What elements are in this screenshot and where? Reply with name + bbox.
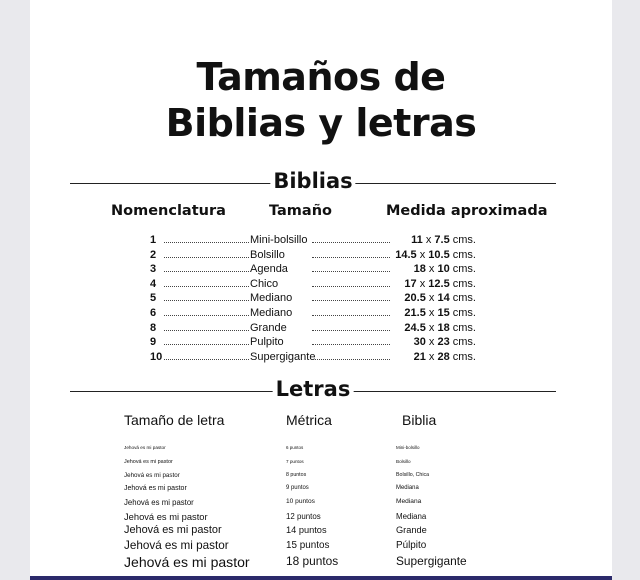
bible-row	[30, 233, 612, 247]
bible-row	[30, 335, 612, 349]
measure-height: 12.5	[428, 277, 450, 290]
bibles-section-label: Biblias	[270, 168, 355, 194]
letter-sample: Jehová es mi pastor	[124, 445, 166, 450]
dot-leader	[164, 344, 249, 345]
measure-width: 20.5	[404, 292, 426, 305]
measure-height: 7.5	[434, 234, 450, 246]
letter-sample: Jehová es mi pastor	[124, 553, 250, 570]
measure-height: 18	[437, 321, 450, 334]
measure-width: 17	[404, 277, 417, 290]
bible-measure	[394, 335, 476, 349]
bible-size-name: Mini-bolsillo	[250, 234, 308, 246]
dot-leader	[312, 242, 390, 243]
bible-measure	[394, 277, 476, 291]
letter-bible: Mediana	[396, 485, 419, 491]
bible-number: 6	[150, 307, 157, 319]
bible-row	[30, 291, 612, 305]
measure-width: 18	[413, 263, 426, 276]
bible-size-name: Bolsillo	[250, 248, 285, 261]
dot-leader	[312, 315, 390, 316]
letter-metric: 7 puntos	[286, 459, 304, 464]
dot-leader	[164, 315, 249, 316]
letter-metric: 6 puntos	[286, 445, 304, 450]
measure-times: x	[422, 234, 435, 246]
measure-width: 21.5	[404, 307, 426, 319]
measure-height: 23	[437, 336, 450, 349]
bible-size-name: Mediano	[250, 292, 293, 305]
letter-metric: 12 puntos	[286, 512, 321, 521]
measure-unit: cms.	[452, 248, 476, 261]
bible-number: 1	[150, 234, 157, 246]
measure-times: x	[425, 292, 438, 305]
dot-leader	[164, 242, 249, 243]
header-nomenclature: Nomenclatura	[111, 203, 226, 219]
bible-measure	[394, 321, 476, 335]
bible-measure	[394, 262, 476, 276]
bible-row	[30, 262, 612, 276]
letter-metric: 15 puntos	[286, 539, 330, 551]
measure-height: 15	[437, 307, 450, 319]
bible-row	[30, 248, 612, 262]
bible-measure	[394, 248, 476, 262]
bible-number: 3	[150, 263, 157, 276]
page-title	[30, 54, 612, 146]
measure-height: 10	[437, 263, 450, 276]
measure-times: x	[425, 350, 438, 363]
header-metric: Métrica	[286, 412, 332, 428]
measure-unit: cms.	[452, 321, 476, 334]
bible-number: 4	[150, 277, 157, 290]
footer-bar	[30, 576, 612, 580]
bible-row	[30, 277, 612, 291]
dot-leader	[312, 300, 390, 301]
dot-leader	[164, 300, 249, 301]
letter-bible: Supergigante	[396, 554, 467, 569]
dot-leader	[164, 257, 249, 258]
measure-width: 24.5	[404, 321, 426, 334]
dot-leader	[312, 330, 390, 331]
letter-bible: Mini-bolsillo	[396, 445, 420, 450]
measure-width: 21	[413, 350, 426, 363]
letter-bible: Mediana	[396, 498, 422, 505]
measure-times: x	[416, 248, 429, 261]
letter-sample: Jehová es mi pastor	[124, 472, 180, 479]
measure-height: 28	[437, 350, 450, 363]
title-line-1: Tamaños de	[196, 55, 446, 99]
measure-height: 14	[437, 292, 450, 305]
header-bible: Biblia	[402, 412, 437, 428]
measure-times: x	[416, 277, 429, 290]
measure-width: 11	[411, 234, 423, 246]
measure-width: 14.5	[395, 248, 417, 261]
bible-size-name: Grande	[250, 321, 287, 334]
measure-times: x	[425, 336, 438, 349]
measure-times: x	[425, 263, 438, 276]
dot-leader	[312, 359, 390, 360]
dot-leader	[164, 286, 249, 287]
letters-section-divider	[70, 377, 556, 401]
measure-width: 30	[413, 336, 426, 349]
bible-size-name: Pulpito	[250, 336, 284, 349]
letter-metric: 9 puntos	[286, 485, 309, 491]
bible-row	[30, 350, 612, 364]
bible-measure	[394, 233, 476, 247]
letter-sample: Jehová es mi pastor	[124, 524, 222, 537]
letter-metric: 18 puntos	[286, 554, 339, 569]
bible-number: 10	[150, 350, 163, 363]
bible-number: 2	[150, 248, 157, 261]
letter-bible: Púlpito	[396, 539, 427, 551]
letter-bible: Bolsillo, Chica	[396, 472, 430, 478]
measure-height: 10.5	[428, 248, 450, 261]
bible-size-name: Agenda	[250, 263, 288, 276]
header-measure: Medida aproximada	[386, 203, 548, 219]
dot-leader	[312, 271, 390, 272]
measure-times: x	[425, 321, 438, 334]
measure-unit: cms.	[452, 263, 476, 276]
measure-unit: cms.	[452, 277, 476, 290]
measure-unit: cms.	[452, 336, 476, 349]
bible-number: 9	[150, 336, 157, 349]
bible-measure	[394, 306, 476, 320]
dot-leader	[164, 359, 249, 360]
measure-unit: cms.	[452, 292, 476, 305]
document-page	[30, 0, 612, 580]
letter-sample: Jehová es mi pastor	[124, 485, 187, 492]
bible-measure	[394, 291, 476, 305]
measure-unit: cms.	[452, 307, 476, 319]
measure-unit: cms.	[452, 234, 476, 246]
letters-section-label: Letras	[273, 376, 354, 402]
dot-leader	[312, 344, 390, 345]
dot-leader	[164, 330, 249, 331]
bible-number: 5	[150, 292, 157, 305]
bible-size-name: Supergigante	[250, 350, 316, 363]
letter-bible: Grande	[396, 524, 427, 535]
letter-metric: 8 puntos	[286, 472, 307, 478]
measure-unit: cms.	[452, 350, 476, 363]
bible-number: 8	[150, 321, 157, 334]
dot-leader	[312, 286, 390, 287]
letter-sample: Jehová es mi pastor	[124, 498, 194, 507]
letter-sample: Jehová es mi pastor	[124, 459, 173, 465]
bible-measure	[394, 350, 476, 364]
bible-size-name: Mediano	[250, 307, 293, 319]
measure-times: x	[425, 307, 438, 319]
bibles-section-divider	[70, 169, 556, 193]
dot-leader	[164, 271, 249, 272]
bible-row	[30, 306, 612, 320]
header-font-size: Tamaño de letra	[124, 412, 225, 428]
bible-size-name: Chico	[250, 277, 279, 290]
letter-bible: Bolsillo	[396, 459, 411, 464]
letter-metric: 10 puntos	[286, 498, 315, 505]
dot-leader	[312, 257, 390, 258]
bible-row	[30, 321, 612, 335]
letter-sample: Jehová es mi pastor	[124, 512, 208, 522]
letter-sample: Jehová es mi pastor	[124, 539, 229, 553]
header-size: Tamaño	[269, 203, 332, 219]
title-line-2: Biblias y letras	[165, 101, 477, 145]
letter-bible: Mediana	[396, 512, 427, 521]
letter-metric: 14 puntos	[286, 524, 327, 535]
